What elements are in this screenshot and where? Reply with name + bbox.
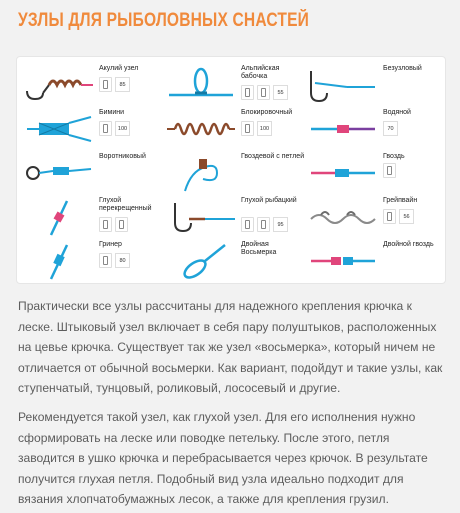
knot-card <box>305 239 447 283</box>
knot-rating: 80 <box>115 253 130 268</box>
knot-card <box>163 239 305 283</box>
knot-card <box>305 63 447 107</box>
knot-rating: 95 <box>273 217 288 232</box>
knot-card <box>21 63 163 107</box>
knot-card <box>21 239 163 283</box>
strength-icon <box>241 217 254 232</box>
strength-icon <box>99 121 112 136</box>
bimini-illustration <box>23 109 95 149</box>
double-nail-knot-illustration <box>307 241 379 281</box>
knotless-illustration <box>307 65 379 105</box>
knot-name: Альпийская бабочка <box>241 65 280 80</box>
strength-icon <box>115 217 128 232</box>
knot-name: Глухой рыбацкий <box>241 197 297 204</box>
strength-icon <box>257 217 270 232</box>
nail-knot-illustration <box>307 153 379 193</box>
strength-icon <box>99 253 112 268</box>
knot-rating: 85 <box>115 77 130 92</box>
knot-name: Воротниковый <box>99 153 146 160</box>
double-figure-eight-illustration <box>165 241 237 281</box>
page-title: УЗЛЫ ДЛЯ РЫБОЛОВНЫХ СНАСТЕЙ <box>18 10 310 31</box>
knot-card <box>21 151 163 195</box>
strength-icon <box>241 85 254 100</box>
knot-name: Гвоздевой с петлей <box>241 153 305 160</box>
knot-name: Гринер <box>99 241 122 248</box>
strength-icon <box>241 121 254 136</box>
grapevine-knot-illustration <box>307 197 379 237</box>
nail-loop-knot-illustration <box>165 153 237 193</box>
griner-knot-illustration <box>23 241 95 281</box>
knot-name: Глухой перекрещенный <box>99 197 152 212</box>
knot-name: Двойной гвоздь <box>383 241 434 248</box>
knot-name: Безузловый <box>383 65 422 72</box>
knot-card <box>163 63 305 107</box>
knot-card <box>163 151 305 195</box>
knot-name: Гвоздь <box>383 153 405 160</box>
knot-card <box>163 107 305 151</box>
water-knot-illustration <box>307 109 379 149</box>
knot-name: Двойная Восьмерка <box>241 241 277 256</box>
knot-name: Акулий узел <box>99 65 139 72</box>
strength-icon <box>257 85 270 100</box>
knot-card <box>305 195 447 239</box>
knot-card <box>21 195 163 239</box>
alpine-butterfly-illustration <box>165 65 237 105</box>
locking-knot-illustration <box>165 109 237 149</box>
blind-fisherman-knot-illustration <box>165 197 237 237</box>
knot-name: Блокировочный <box>241 109 293 116</box>
knot-name: Водяной <box>383 109 411 116</box>
knot-name: Грейпвайн <box>383 197 418 204</box>
strength-icon <box>383 163 396 178</box>
paragraph: Рекомендуется такой узел, как глухой узел. Для его исполнения нужно сформировать на леске или поводке петельку. После этого, петля заводится в ушко крючка и перебрасывается через крючок. В результате получится глухая петля. Подобный вид узла идеально подходит для вязания хлопчатобумажных лесок, а также для крепления грузил. <box>18 410 428 506</box>
knot-name: Бимини <box>99 109 125 116</box>
collar-knot-illustration <box>23 153 95 193</box>
knot-rating: 56 <box>399 209 414 224</box>
knot-rating: 100 <box>257 121 272 136</box>
knot-card <box>21 107 163 151</box>
knot-rating: 70 <box>383 121 398 136</box>
knot-card <box>163 195 305 239</box>
knot-card <box>305 151 447 195</box>
knot-rating: 55 <box>273 85 288 100</box>
strength-icon <box>383 209 396 224</box>
shark-knot-illustration <box>23 65 95 105</box>
strength-icon <box>99 217 112 232</box>
knot-card <box>305 107 447 151</box>
crossed-blind-knot-illustration <box>23 197 95 237</box>
knots-infographic <box>16 56 446 284</box>
paragraph: Практически все узлы рассчитаны для надежного крепления крючка к леске. Штыковый узел включает в себя пару полуштыков, расположенных на цевье крючка. Существует так же узел «восьмерка», который ничем не отличается от обычной восьмерки. Как вариант, подойдут и такие узлы, как ступенчатый, тунцовый, роликовый, лососевый и другие. <box>18 299 443 395</box>
knot-rating: 100 <box>115 121 130 136</box>
strength-icon <box>99 77 112 92</box>
